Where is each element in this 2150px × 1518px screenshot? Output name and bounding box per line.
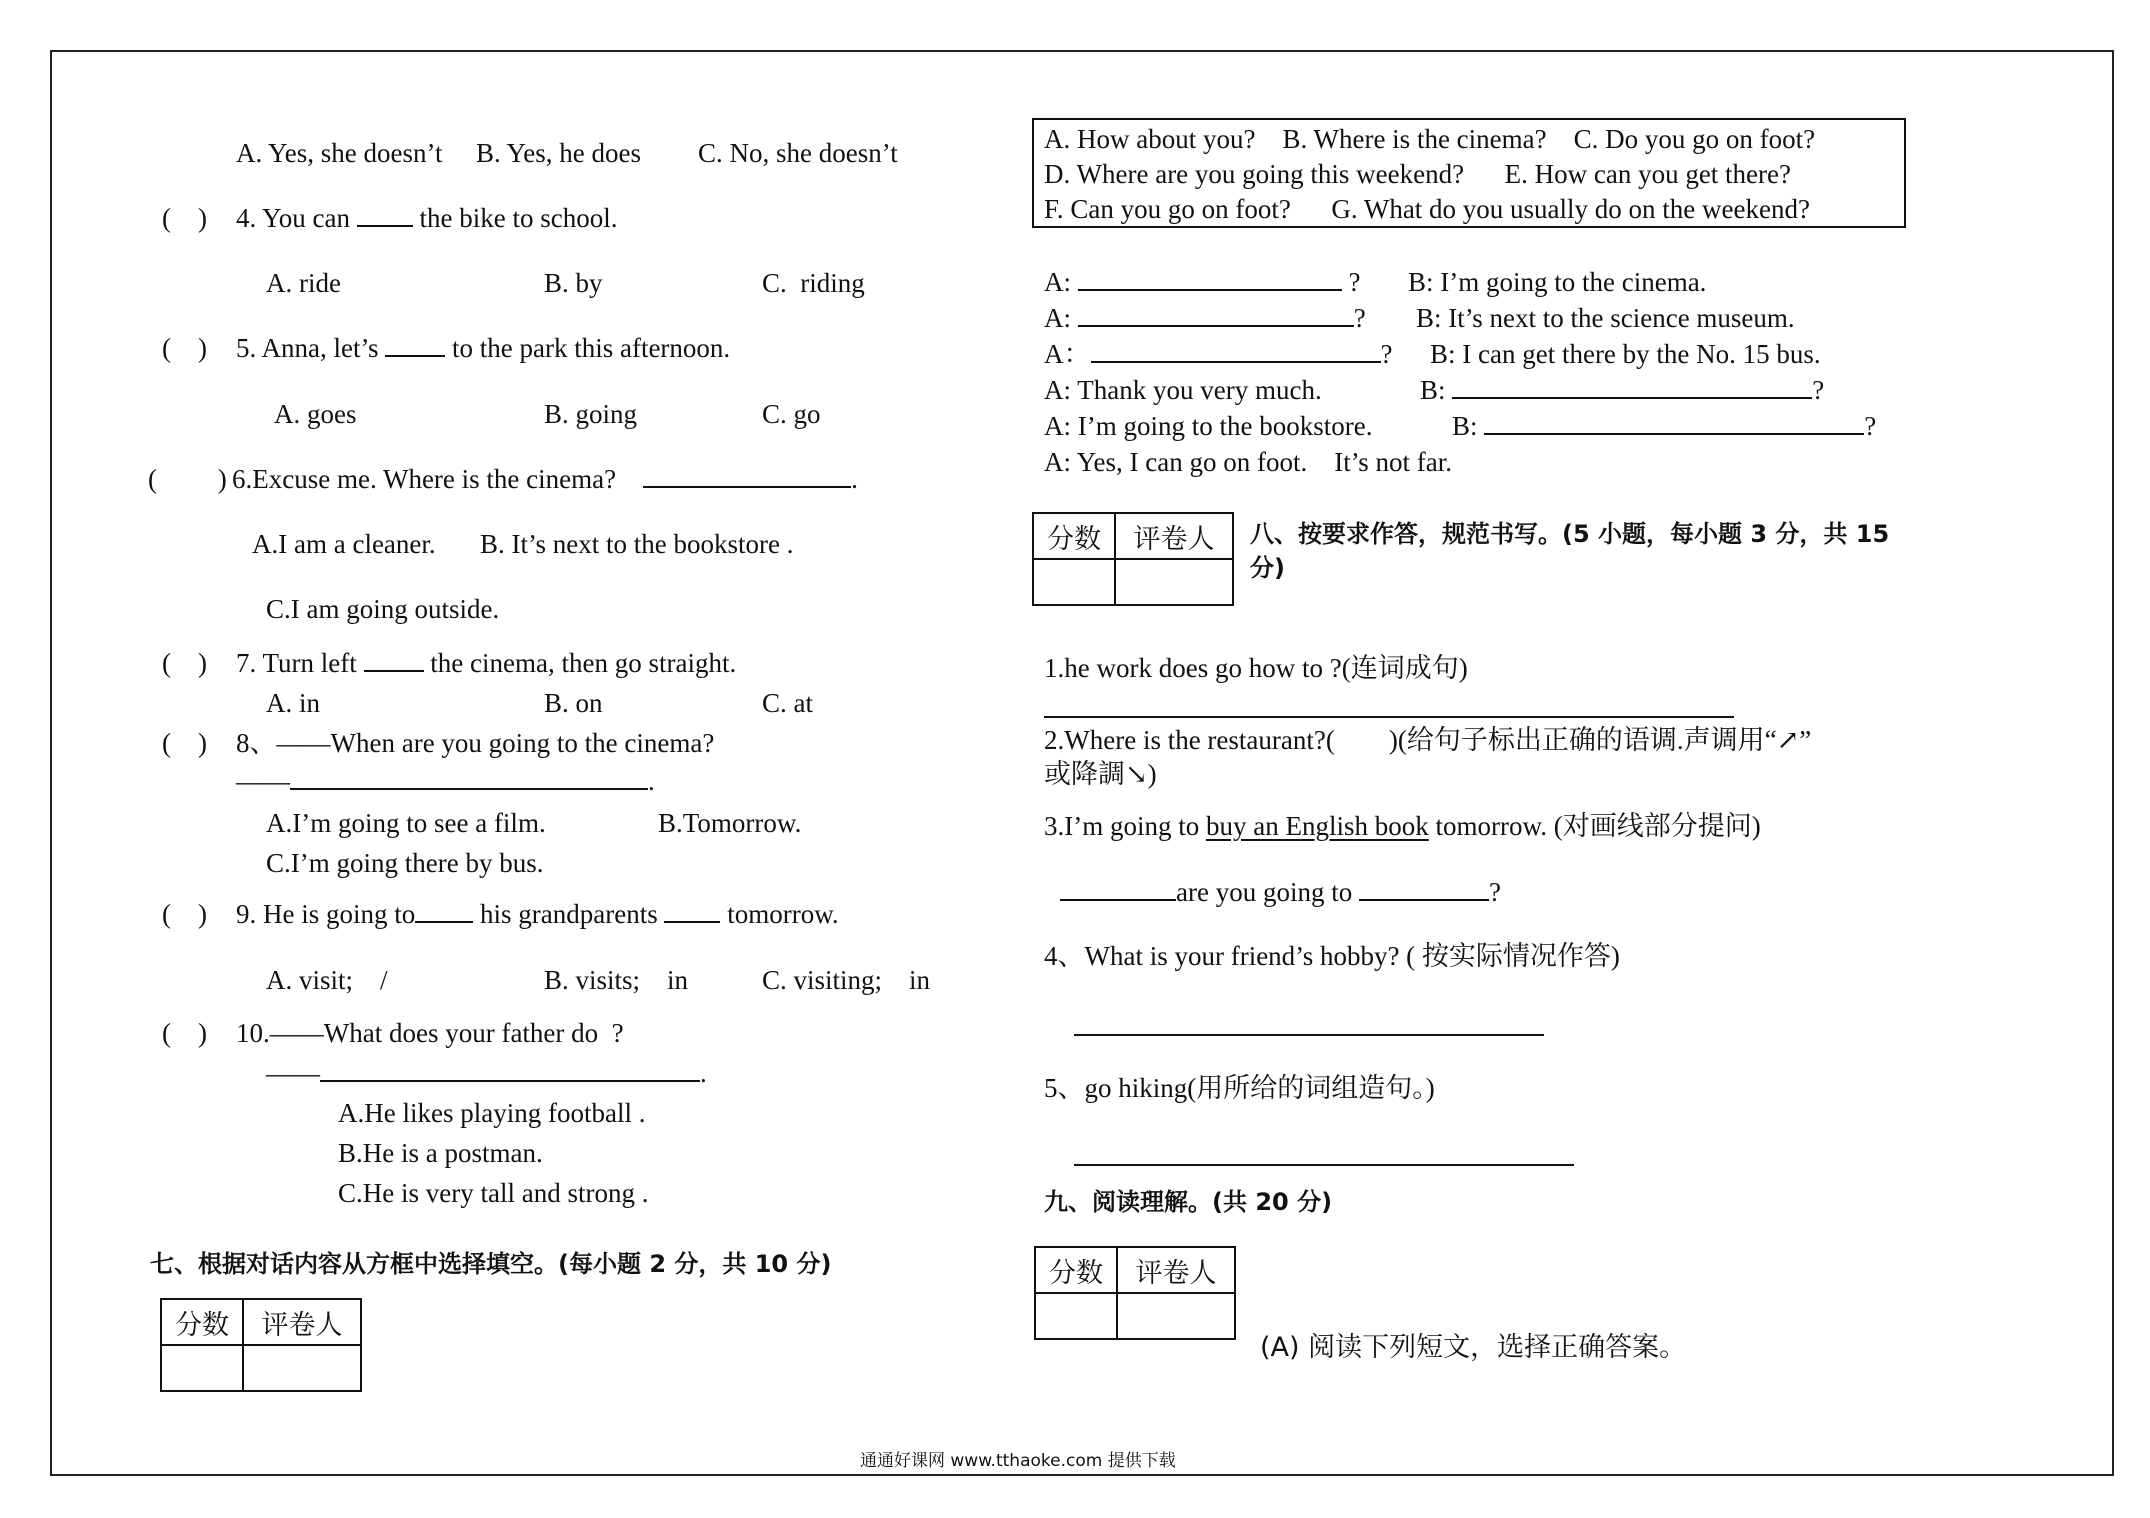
q10-option-b: B.He is a postman. — [338, 1138, 543, 1168]
q10-stem: 10.——What does your father do ? — [236, 1018, 624, 1048]
s8-q3-answer-line: are you going to ? — [1060, 876, 1501, 908]
q8-option-b: B.Tomorrow. — [658, 808, 802, 838]
dialogue-line-1-b: B: I’m going to the cinema. — [1408, 267, 1707, 297]
s8-question-2-line-1: 2.Where is the restaurant?( )(给句子标出正确的语调.声调用“↗” — [1044, 725, 1812, 755]
score-cell[interactable] — [161, 1345, 243, 1391]
q4-option-b: B. by — [544, 268, 603, 298]
section-7-heading: 七、根据对话内容从方框中选择填空。(每小题 2 分，共 10 分) — [150, 1250, 832, 1278]
dialogue-blank-4[interactable] — [1452, 375, 1812, 399]
q8-answer-paren[interactable]: ( ) — [162, 728, 207, 758]
dialogue-line-3-a: A： ? — [1044, 339, 1393, 369]
score-cell[interactable] — [1033, 559, 1115, 605]
dialogue-line-4-b: B: ? — [1420, 375, 1825, 405]
q6-blank[interactable] — [643, 464, 851, 488]
q6-option-a: A.I am a cleaner. — [252, 529, 436, 559]
q9-stem: 9. He is going to his grandparents tomorrow. — [236, 899, 839, 929]
q4-blank[interactable] — [357, 203, 413, 227]
reading-a-instruction: (A) 阅读下列短文，选择正确答案。 — [1260, 1332, 1687, 1363]
score-cell[interactable] — [1035, 1293, 1117, 1339]
q3-option-a: A. Yes, she doesn’t — [236, 138, 443, 168]
q7-blank[interactable] — [364, 648, 424, 672]
dialogue-blank-3[interactable] — [1091, 339, 1381, 363]
dialogue-line-2-b: B: It’s next to the science museum. — [1416, 303, 1795, 333]
grader-cell[interactable] — [1117, 1293, 1235, 1339]
s8-question-3: 3.I’m going to buy an English book tomorrow. (对画线部分提问) — [1044, 811, 1761, 841]
q7-stem: 7. Turn left the cinema, then go straight. — [236, 648, 737, 678]
q3-option-c: C. No, she doesn’t — [698, 138, 898, 168]
q8-option-a: A.I’m going to see a film. — [266, 808, 546, 838]
footer-watermark: 通通好课网 www.tthaoke.com 提供下载 — [860, 1451, 1176, 1471]
q6-answer-paren[interactable]: ( ) — [148, 464, 227, 494]
q3-option-b: B. Yes, he does — [476, 138, 642, 168]
section-8-heading-line-2: 分) — [1250, 554, 1285, 582]
dialogue-blank-2[interactable] — [1078, 303, 1354, 327]
q7-option-a: A. in — [266, 688, 320, 718]
q5-option-b: B. going — [544, 399, 638, 429]
q9-blank-1[interactable] — [415, 899, 473, 923]
q10-answer-line: —— . — [266, 1058, 707, 1088]
section-9-heading: 九、阅读理解。(共 20 分) — [1044, 1188, 1333, 1216]
grader-header: 评卷人 — [243, 1299, 361, 1345]
q9-blank-2[interactable] — [664, 899, 720, 923]
s8-question-1: 1.he work does go how to ?(连词成句) — [1044, 653, 1468, 683]
q10-blank[interactable] — [320, 1058, 700, 1082]
choice-line-2: D. Where are you going this weekend? E. How can you get there? — [1044, 159, 1791, 189]
choice-line-1: A. How about you? B. Where is the cinema? C. Do you go on foot? — [1044, 124, 1816, 154]
dialogue-line-5-a: A: I’m going to the bookstore. — [1044, 411, 1373, 441]
q9-option-b: B. visits; in — [544, 965, 689, 995]
q4-stem: 4. You can the bike to school. — [236, 203, 618, 233]
score-header: 分数 — [1033, 513, 1115, 559]
q10-option-a: A.He likes playing football . — [338, 1098, 646, 1128]
grader-cell[interactable] — [1115, 559, 1233, 605]
s8-question-5: 5、go hiking(用所给的词组造句。) — [1044, 1073, 1435, 1103]
dialogue-line-5-b: B: ? — [1452, 411, 1877, 441]
q7-option-c: C. at — [762, 688, 813, 718]
q4-answer-paren[interactable]: ( ) — [162, 203, 207, 233]
grader-cell[interactable] — [243, 1345, 361, 1391]
q9-option-c: C. visiting; in — [762, 965, 931, 995]
dialogue-line-2-a: A: ? — [1044, 303, 1366, 333]
q9-option-a: A. visit; / — [266, 965, 388, 995]
q7-option-b: B. on — [544, 688, 603, 718]
section-8-heading-line-1: 八、按要求作答，规范书写。(5 小题，每小题 3 分，共 15 — [1250, 520, 1890, 548]
section-9-score-table — [1034, 1246, 1236, 1340]
grader-header: 评卷人 — [1117, 1247, 1235, 1293]
s8-q4-answer-line[interactable] — [1074, 1034, 1544, 1036]
s8-q3-blank-2[interactable] — [1359, 877, 1489, 901]
dialogue-line-1-a: A: ? — [1044, 267, 1361, 297]
q8-stem: 8、——When are you going to the cinema? — [236, 728, 715, 758]
s8-question-2-line-2: 或降調↘) — [1044, 759, 1157, 789]
q8-answer-line: —— . — [236, 766, 655, 796]
q10-answer-paren[interactable]: ( ) — [162, 1018, 207, 1048]
dialogue-line-4-a: A: Thank you very much. — [1044, 375, 1322, 405]
section-8-score-table — [1032, 512, 1234, 606]
q7-answer-paren[interactable]: ( ) — [162, 648, 207, 678]
dialogue-line-6-a: A: Yes, I can go on foot. It’s not far. — [1044, 447, 1452, 477]
underlined-phrase: buy an English book — [1206, 811, 1429, 841]
dialogue-blank-5[interactable] — [1484, 411, 1864, 435]
s8-question-4: 4、What is your friend’s hobby? ( 按实际情况作答) — [1044, 941, 1620, 971]
q6-stem: 6.Excuse me. Where is the cinema? . — [232, 464, 858, 494]
dialogue-line-3-b: B: I can get there by the No. 15 bus. — [1430, 339, 1821, 369]
q5-blank[interactable] — [385, 333, 445, 357]
q8-blank[interactable] — [290, 766, 648, 790]
q5-stem: 5. Anna, let’s to the park this afternoon. — [236, 333, 731, 363]
q10-option-c: C.He is very tall and strong . — [338, 1178, 649, 1208]
score-header: 分数 — [161, 1299, 243, 1345]
s8-q5-answer-line[interactable] — [1074, 1164, 1574, 1166]
q5-answer-paren[interactable]: ( ) — [162, 333, 207, 363]
q8-option-c: C.I’m going there by bus. — [266, 848, 544, 878]
q6-option-b: B. It’s next to the bookstore . — [480, 529, 794, 559]
q4-option-c: C. riding — [762, 268, 865, 298]
grader-header: 评卷人 — [1115, 513, 1233, 559]
q4-option-a: A. ride — [266, 268, 341, 298]
q5-option-c: C. go — [762, 399, 821, 429]
dialogue-blank-1[interactable] — [1078, 267, 1342, 291]
q5-option-a: A. goes — [274, 399, 357, 429]
s8-q1-answer-line[interactable] — [1044, 716, 1734, 718]
s8-q3-blank-1[interactable] — [1060, 877, 1176, 901]
q9-answer-paren[interactable]: ( ) — [162, 899, 207, 929]
choice-line-3: F. Can you go on foot? G. What do you usually do on the weekend? — [1044, 194, 1810, 224]
score-header: 分数 — [1035, 1247, 1117, 1293]
section-7-score-table — [160, 1298, 362, 1392]
q6-option-c: C.I am going outside. — [266, 594, 500, 624]
